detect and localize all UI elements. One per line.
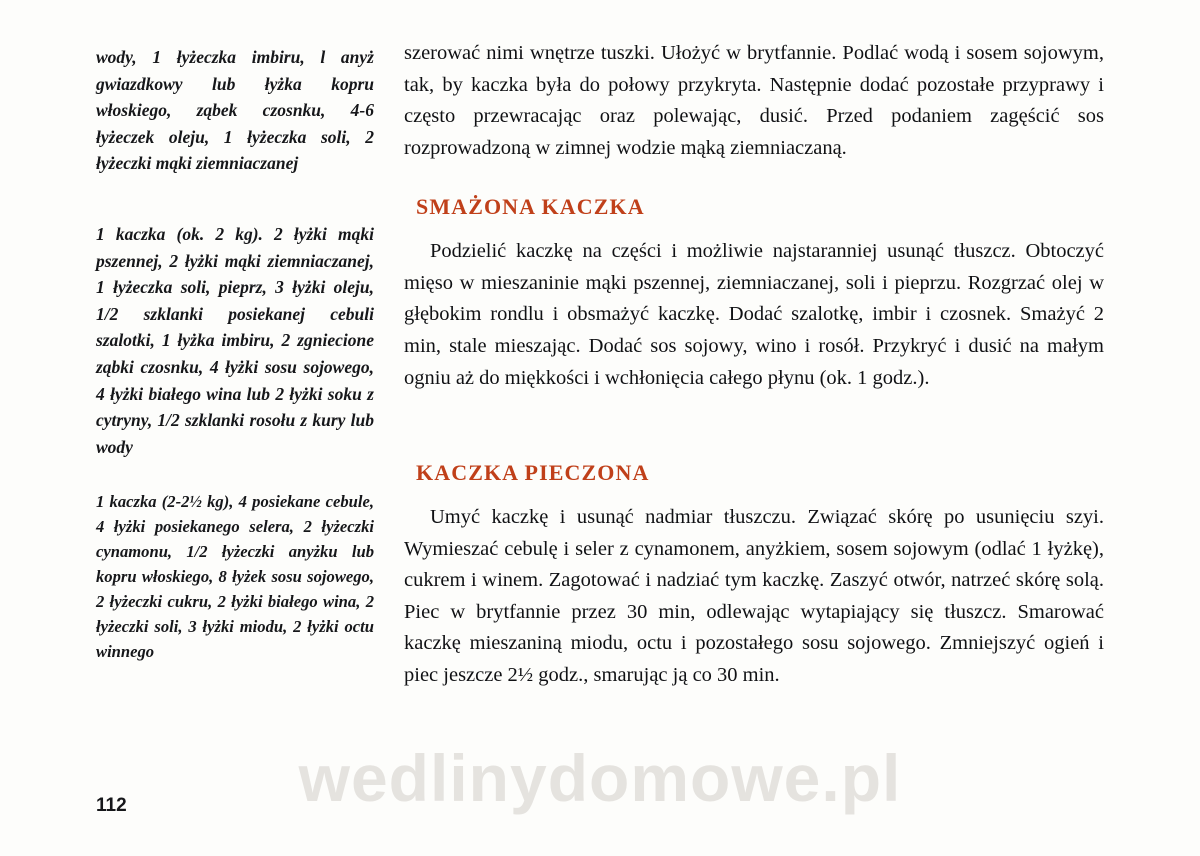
recipe-heading-kaczka-pieczona: KACZKA PIECZONA <box>416 460 650 486</box>
ingredient-list-3: 1 kaczka (2-2½ kg), 4 posiekane cebule, 4 łyżki posiekanego selera, 2 łyżeczki cynamonu, 1/2 łyżeczki anyżku lub kopru włoskiego, 8 łyżek sosu sojowego, 2 łyżeczki cukru, 2 łyżki białego wina, 2 łyżeczki soli, 3 łyżki miodu, 2 łyżki octu winnego <box>96 492 374 661</box>
ingredient-list-1: wody, 1 łyżeczka imbiru, l anyż gwiazdkowy lub łyżka kopru włoskiego, ząbek czosnku, 4-6 łyżeczek oleju, 1 łyżeczka soli, 2 łyżeczki mąki ziemniaczanej <box>96 47 374 174</box>
recipe-heading-smazona-kaczka: SMAŻONA KACZKA <box>416 194 645 220</box>
main-text-column <box>404 38 1104 697</box>
intro-paragraph: szerować nimi wnętrze tuszki. Ułożyć w brytfannie. Podlać wodą i sosem sojowym, tak, by kaczka była do połowy przykryta. Następnie dodać pozostałe przyprawy i często przewracając oraz polewając, dusić. Przed podaniem zagęścić sos rozprowadzoną w zimnej wodzie mąką ziemniaczaną. <box>404 42 1104 159</box>
ingredients-sidebar <box>96 44 374 665</box>
recipe-body-kaczka-pieczona: Umyć kaczkę i usunąć nadmiar tłuszczu. Związać skórę po usunięciu szyi. Wymieszać cebulę i seler z cynamonem, anyżkiem, sosem sojowym (odlać 1 łyżkę), cukrem i winem. Zagotować i nadziać tym kaczkę. Zaszyć otwór, natrzeć skórę solą. Piec w brytfannie przez 30 min, odlewając wytapiający się tłuszcz. Smarować kaczkę mieszaniną miodu, octu i pozostałego sosu sojowego. Zmniejszyć ogień i piec jeszcze 2½ godz., smarując ją co 30 min. <box>404 506 1104 686</box>
watermark: wedlinydomowe.pl <box>298 741 902 815</box>
page-number: 112 <box>96 795 127 816</box>
ingredient-list-2: 1 kaczka (ok. 2 kg). 2 łyżki mąki pszennej, 2 łyżki mąki ziemniaczanej, 1 łyżeczka soli, pieprz, 3 łyżki oleju, 1/2 szklanki posiekanej cebuli szalotki, 1 łyżka imbiru, 2 zgniecione ząbki czosnku, 4 łyżki sosu sojowego, 4 łyżki białego wina lub 2 łyżki soku z cytryny, 1/2 szklanki rosołu z kury lub wody <box>96 223 374 457</box>
recipe-body-smazona-kaczka: Podzielić kaczkę na części i możliwie najstaranniej usunąć tłuszcz. Obtoczyć mięso w mieszaninie mąki pszennej, ziemniaczanej, soli i pieprzu. Rozgrzać olej w głębokim rondlu i obsmażyć kaczkę. Dodać szalotkę, imbir i czosnek. Smażyć 2 min, stale mieszając. Dodać sos sojowy, wino i rosół. Przykryć i dusić na małym ogniu aż do miękkości i wchłonięcia całego płynu (ok. 1 godz.). <box>404 240 1104 389</box>
